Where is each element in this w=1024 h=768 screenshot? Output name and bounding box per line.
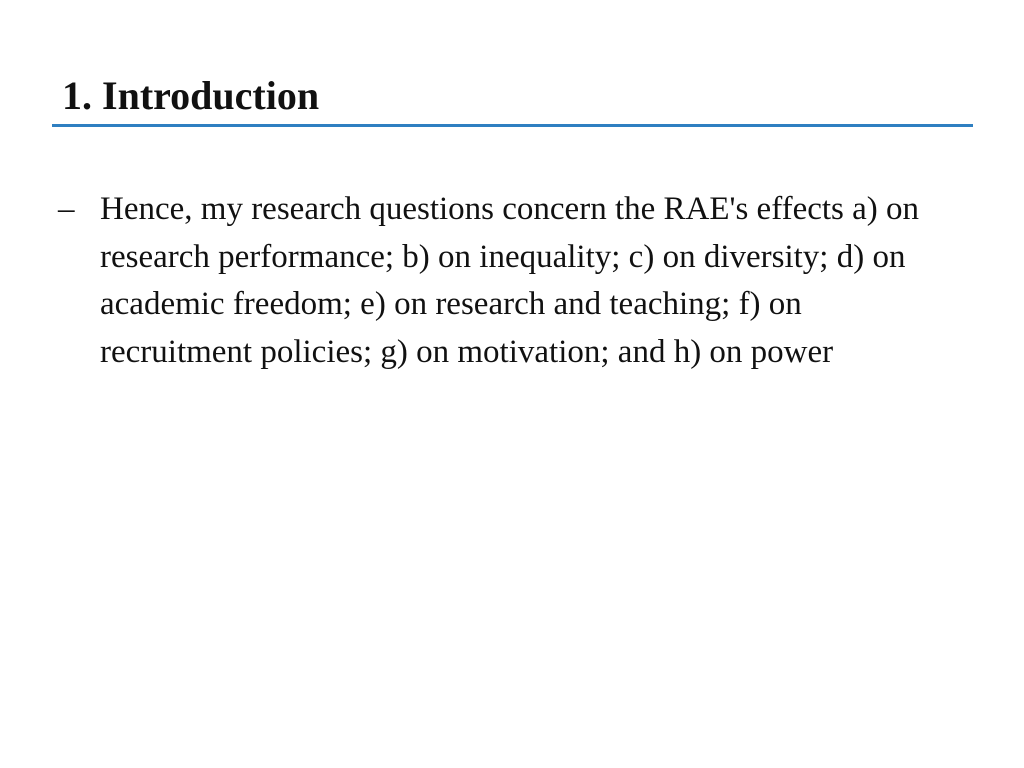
bullet-text: Hence, my research questions concern the RAE's effects a) on research performance; b) on inequality; c) on diversity; d) on academic freedom; e) on research and teaching; f) on recruitment policies; g) on motivation; and h) on power: [100, 191, 920, 370]
title-divider: [52, 124, 973, 127]
slide-title: 1. Introduction: [62, 73, 320, 118]
bullet-item: [58, 186, 958, 376]
bullet-list: [58, 186, 958, 376]
dash-bullet-icon: –: [58, 191, 75, 227]
